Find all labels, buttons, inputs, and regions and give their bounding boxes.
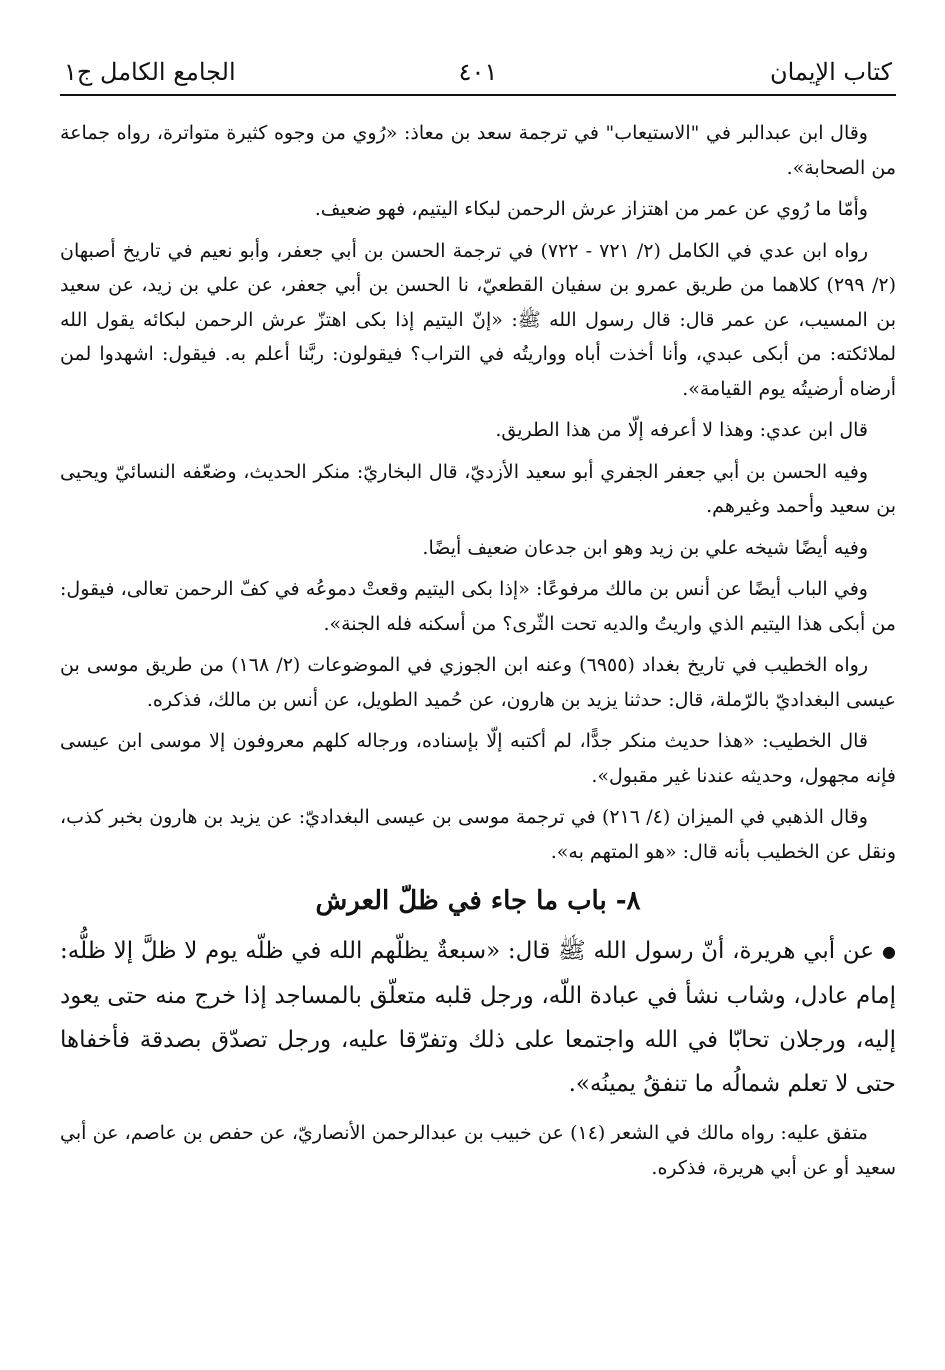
bullet-icon: ●	[882, 942, 896, 961]
book-page	[60, 50, 896, 1192]
hadith-text	[60, 929, 896, 1106]
paragraph: وفيه الحسن بن أبي جعفر الجفري أبو سعيد الأزديّ، قال البخاريّ: منكر الحديث، وضعّفه النسائيّ ويحيى بن سعيد وأحمد وغيرهم.	[60, 460, 896, 517]
paragraph: قال الخطيب: «هذا حديث منكر جدًّا، لم أكتبه إلّا بإسناده، ورجاله كلهم معروفون إلا موسى ابن عيسى فإنه مجهول، وحديثه عندنا غير مقبول».	[60, 730, 896, 787]
paragraph: وقال ابن عبدالبر في "الاستيعاب" في ترجمة سعد بن معاذ: «رُوي من وجوه كثيرة متواترة، رواه جماعة من الصحابة».	[60, 122, 896, 179]
paragraph: وفيه أيضًا شيخه علي بن زيد وهو ابن جدعان ضعيف أيضًا.	[422, 536, 868, 559]
paragraph: وفي الباب أيضًا عن أنس بن مالك مرفوعًا: «إذا بكى اليتيم وقعتْ دموعُه في كفّ الرحمن تعالى، فيقول: من أبكى هذا اليتيم الذي واريتُ والديه تحت الثّرى؟ من أسكنه فله الجنة».	[60, 578, 896, 635]
paragraph: وقال الذهبي في الميزان (٤/ ٢١٦) في ترجمة موسى بن عيسى البغداديّ: عن يزيد بن هارون بخبر كذب، ونقل عن الخطيب بأنه قال: «هو المتهم به».	[60, 806, 896, 863]
page-header	[60, 50, 896, 96]
page-number: ٤٠١	[458, 58, 498, 86]
book-title: كتاب الإيمان	[769, 58, 892, 86]
chapter-title: ٨- باب ما جاء في ظلّ العرش	[315, 886, 641, 916]
paragraph: وأمّا ما رُوي عن عمر من اهتزاز عرش الرحمن لبكاء اليتيم، فهو ضعيف.	[314, 198, 868, 220]
takhrij-paragraph: متفق عليه: رواه مالك في الشعر (١٤) عن خبيب بن عبدالرحمن الأنصاريّ، عن حفص بن عاصم، عن أبي سعيد أو عن أبي هريرة، فذكره.	[60, 1122, 896, 1179]
paragraph: قال ابن عدي: وهذا لا أعرفه إلّا من هذا الطريق.	[495, 419, 868, 441]
paragraph: رواه الخطيب في تاريخ بغداد (٦٩٥٥) وعنه ابن الجوزي في الموضوعات (٢/ ١٦٨) من طريق موسى بن عيسى البغداديّ بالرّملة، قال: حدثنا يزيد بن هارون، عن حُميد الطويل، عن أنس بن مالك، فذكره.	[60, 654, 896, 711]
page-content	[60, 116, 896, 1185]
paragraph: رواه ابن عدي في الكامل (٢/ ٧٢١ - ٧٢٢) في ترجمة الحسن بن أبي جعفر، وأبو نعيم في تاريخ أصبهان (٢/ ٢٩٩) كلاهما من طريق عمرو بن سفيان القطعيّ، نا الحسن بن أبي جعفر، عن علي بن زيد، عن سعيد بن المسيب، عن عمر قال: قال رسول الله ﷺ: «إنّ اليتيم إذا بكى اهتزّ عرش الرحمن لبكائه يقول الله لملائكته: من أبكى عبدي، وأنا أخذت أباه وواريتُه في التراب؟ فيقولون: ربَّنا أعلم به. فيقول: اشهدوا لمن أرضاه أرضيتُه يوم القيامة».	[60, 239, 896, 400]
collection-title: الجامع الكامل ج١	[64, 58, 236, 86]
hadith-body: عن أبي هريرة، أنّ رسول الله ﷺ قال: «سبعةٌ يظلّهم الله في ظلّه يوم لا ظلَّ إلا ظلُّه: إمام عادل، وشاب نشأ في عبادة اللّه، ورجل قلبه متعلّق بالمساجد إذا خرج منه حتى يعود إليه، ورجلان تحابّا في الله واجتمعا على ذلك وتفرّقا عليه، ورجل تصدّق بصدقة فأخفاها حتى لا تعلم شمالُه ما تنفقُ يمينُه».	[60, 938, 896, 1097]
